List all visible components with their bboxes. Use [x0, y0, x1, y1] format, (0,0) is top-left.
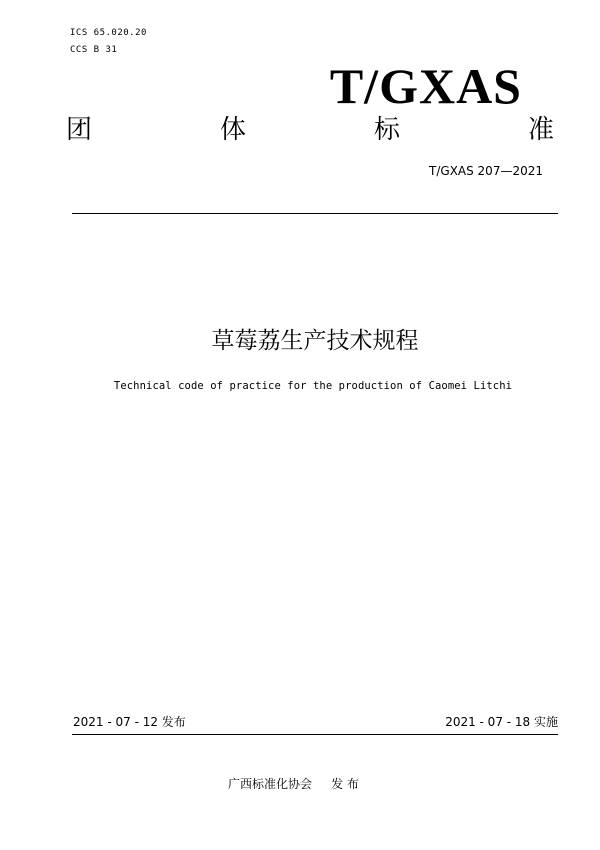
ics-code: ICS 65.020.20 [70, 28, 147, 38]
standard-type-char: 标 [373, 115, 400, 145]
standard-type-char: 体 [219, 115, 246, 145]
organization-code: T/GXAS [329, 58, 522, 114]
publisher: 广西标准化协会 发 布 [228, 777, 359, 791]
document-title-english: Technical code of practice for the production of Caomei Litchi [113, 380, 513, 392]
header-divider [72, 213, 558, 214]
footer-divider [72, 734, 558, 735]
document-title-chinese: 草莓荔生产技术规程 [211, 328, 419, 354]
standard-number: T/GXAS 207—2021 [429, 164, 543, 178]
standard-type-char: 团 [66, 115, 93, 145]
standard-type-char: 准 [527, 115, 554, 145]
implementation-date: 2021 - 07 - 18 实施 [445, 715, 558, 729]
ccs-code: CCS B 31 [70, 45, 118, 55]
standard-type [66, 114, 554, 146]
issue-date: 2021 - 07 - 12 发布 [73, 715, 186, 729]
